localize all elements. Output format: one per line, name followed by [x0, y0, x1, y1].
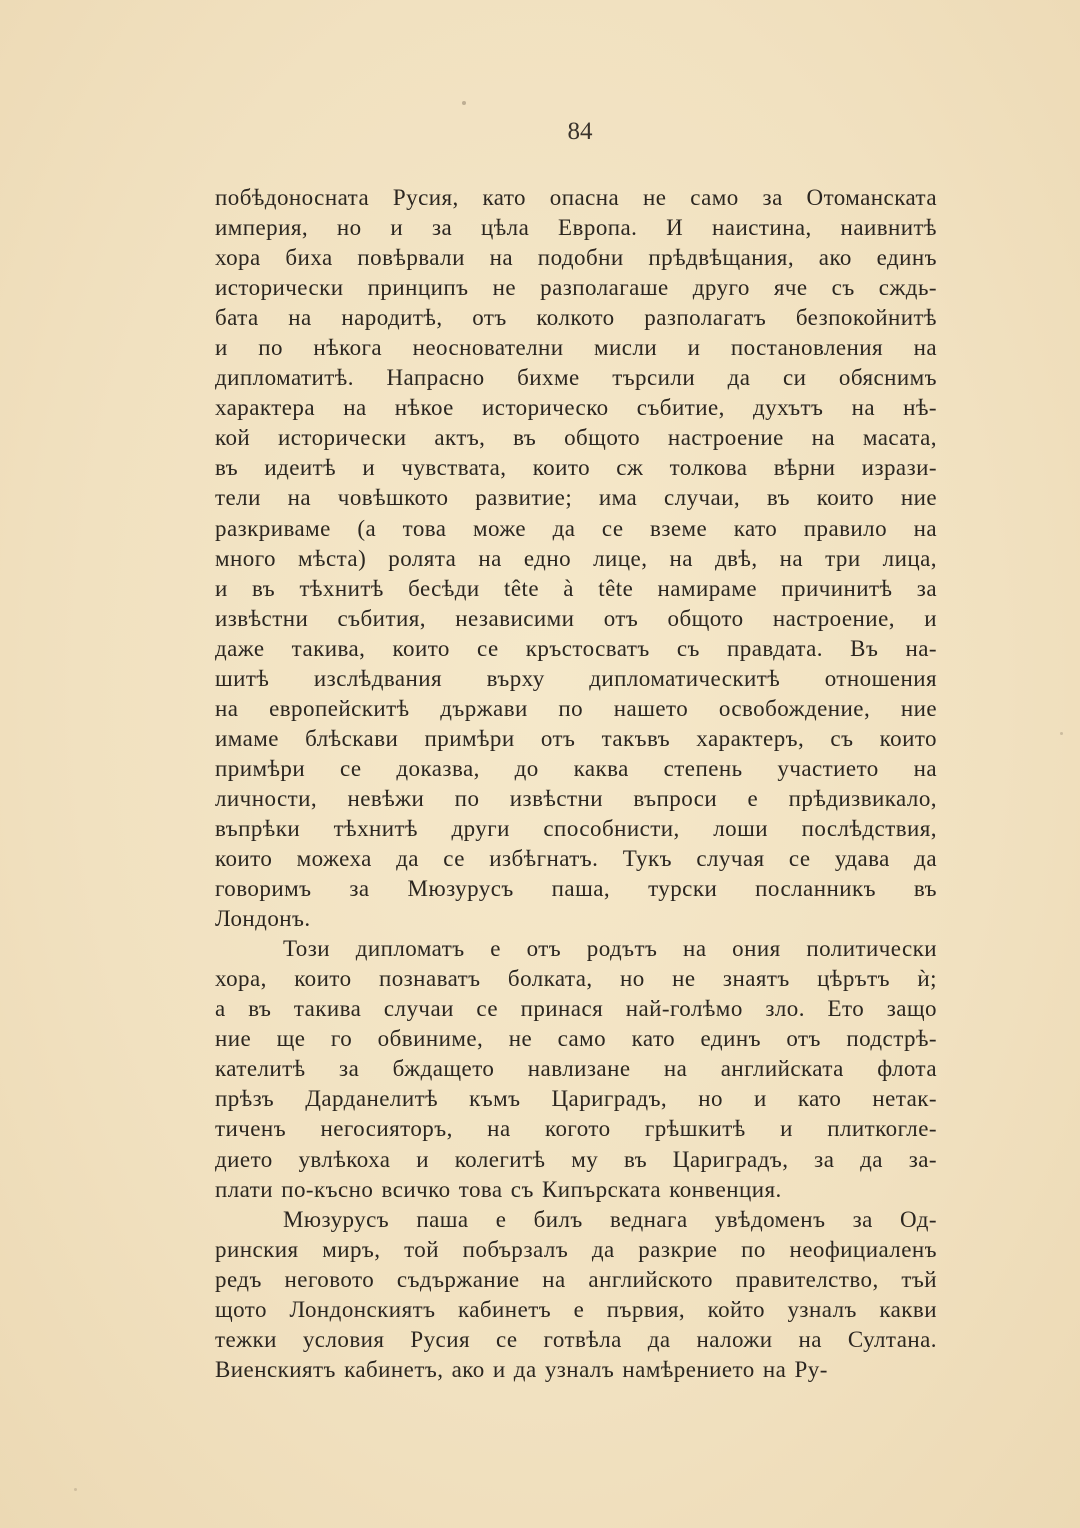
text-line: кателитѣ за бждащето навлизане на английската флота: [215, 1056, 937, 1082]
text-line: говоримъ за Мюзурусъ паша, турски посланникъ въ: [215, 876, 937, 902]
text-line: ринския миръ, той побързалъ да разкрие по неофициаленъ: [215, 1236, 937, 1262]
text-line: и въ тѣхнитѣ бесѣди tête à tête намираме причинитѣ за: [215, 575, 937, 601]
text-line: Виенскиятъ кабинетъ, ако и да узналъ намѣрението на Ру-: [215, 1356, 828, 1382]
text-line: хора, които познаватъ болката, но не знаятъ цѣрътъ ѝ;: [215, 966, 937, 992]
text-line: дието увлѣкоха и колегитѣ му въ Цариградъ, за да за-: [215, 1146, 937, 1172]
text-line: извѣстни събития, независими отъ общото настроение, и: [215, 605, 937, 631]
text-line: тели на човѣшкото развитие; има случаи, въ които ние: [215, 485, 937, 511]
text-line: разкриваме (а това може да се вземе като правило на: [215, 515, 937, 541]
text-line: щото Лондонскиятъ кабинетъ е първия, който узналъ какви: [215, 1296, 937, 1322]
text-line: а въ такива случаи се принася най-голѣмо зло. Ето защо: [215, 996, 937, 1022]
text-line: имаме блѣскави примѣри отъ такъвъ характеръ, съ които: [215, 725, 937, 751]
text-line: въ идеитѣ и чувствата, които сж толкова вѣрни изрази-: [215, 455, 937, 481]
paragraph: [215, 1205, 937, 1385]
paragraph: [215, 183, 937, 934]
text-line: кой исторически актъ, въ общото настроение на масата,: [215, 425, 937, 451]
paper-speck: [74, 1488, 77, 1491]
body-text: [215, 183, 937, 1385]
text-line: тежки условия Русия се готвѣла да наложи на Султана.: [215, 1326, 937, 1352]
text-line: прѣзъ Дарданелитѣ къмъ Цариградъ, но и като нетак-: [215, 1086, 937, 1112]
text-line: на европейскитѣ държави по нашето освобождение, ние: [215, 695, 937, 721]
text-line: и по нѣкога неоснователни мисли и постановления на: [215, 335, 937, 361]
text-line: Мюзурусъ паша е билъ веднага увѣдоменъ за Од-: [283, 1206, 937, 1232]
page-number: 84: [567, 118, 593, 145]
text-line: побѣдоносната Русия, като опасна не само за Отоманската: [215, 185, 937, 210]
text-line: ние ще го обвиниме, не само като единъ отъ подстрѣ-: [215, 1026, 937, 1052]
text-line: исторически принципъ не разполагаше друго яче съ сждь-: [215, 275, 937, 301]
text-line: характера на нѣкое историческо събитие, духътъ на нѣ-: [215, 395, 937, 421]
text-line: личности, невѣжи по извѣстни въпроси е прѣдизвикало,: [215, 785, 937, 811]
text-line: шитѣ изслѣдвания върху дипломатическитѣ отношения: [215, 665, 937, 691]
text-line: тиченъ негосияторъ, на когото грѣшкитѣ и плиткогле-: [215, 1116, 937, 1142]
paper-speck: [462, 101, 466, 105]
text-line: дипломатитѣ. Напрасно бихме търсили да си обяснимъ: [215, 365, 937, 391]
text-line: плати по-късно всичко това съ Кипърската конвенция.: [215, 1176, 782, 1202]
text-line: които можеха да се избѣгнатъ. Тукъ случая се удава да: [215, 846, 937, 872]
paragraph: [215, 934, 937, 1204]
text-line: даже такива, които се кръстосватъ съ правдата. Въ на-: [215, 635, 937, 661]
text-line: империя, но и за цѣла Европа. И наистина, наивнитѣ: [215, 215, 937, 241]
text-line: много мѣста) ролята на едно лице, на двѣ, на три лица,: [215, 545, 937, 571]
text-line: Лондонъ.: [215, 906, 311, 932]
text-line: въпрѣки тѣхнитѣ други способнисти, лоши послѣдствия,: [215, 815, 937, 841]
text-line: хора биха повѣрвали на подобни прѣдвѣщания, ако единъ: [215, 245, 937, 271]
text-line: Този дипломатъ е отъ родътъ на ония политически: [283, 936, 937, 962]
paper-speck: [1060, 732, 1063, 735]
text-line: бата на народитѣ, отъ колкото разполагатъ безпокойнитѣ: [215, 305, 937, 331]
text-line: редъ неговото съдържание на английското правителство, тъй: [215, 1266, 937, 1292]
text-line: примѣри се доказва, до каква степень участието на: [215, 755, 937, 781]
